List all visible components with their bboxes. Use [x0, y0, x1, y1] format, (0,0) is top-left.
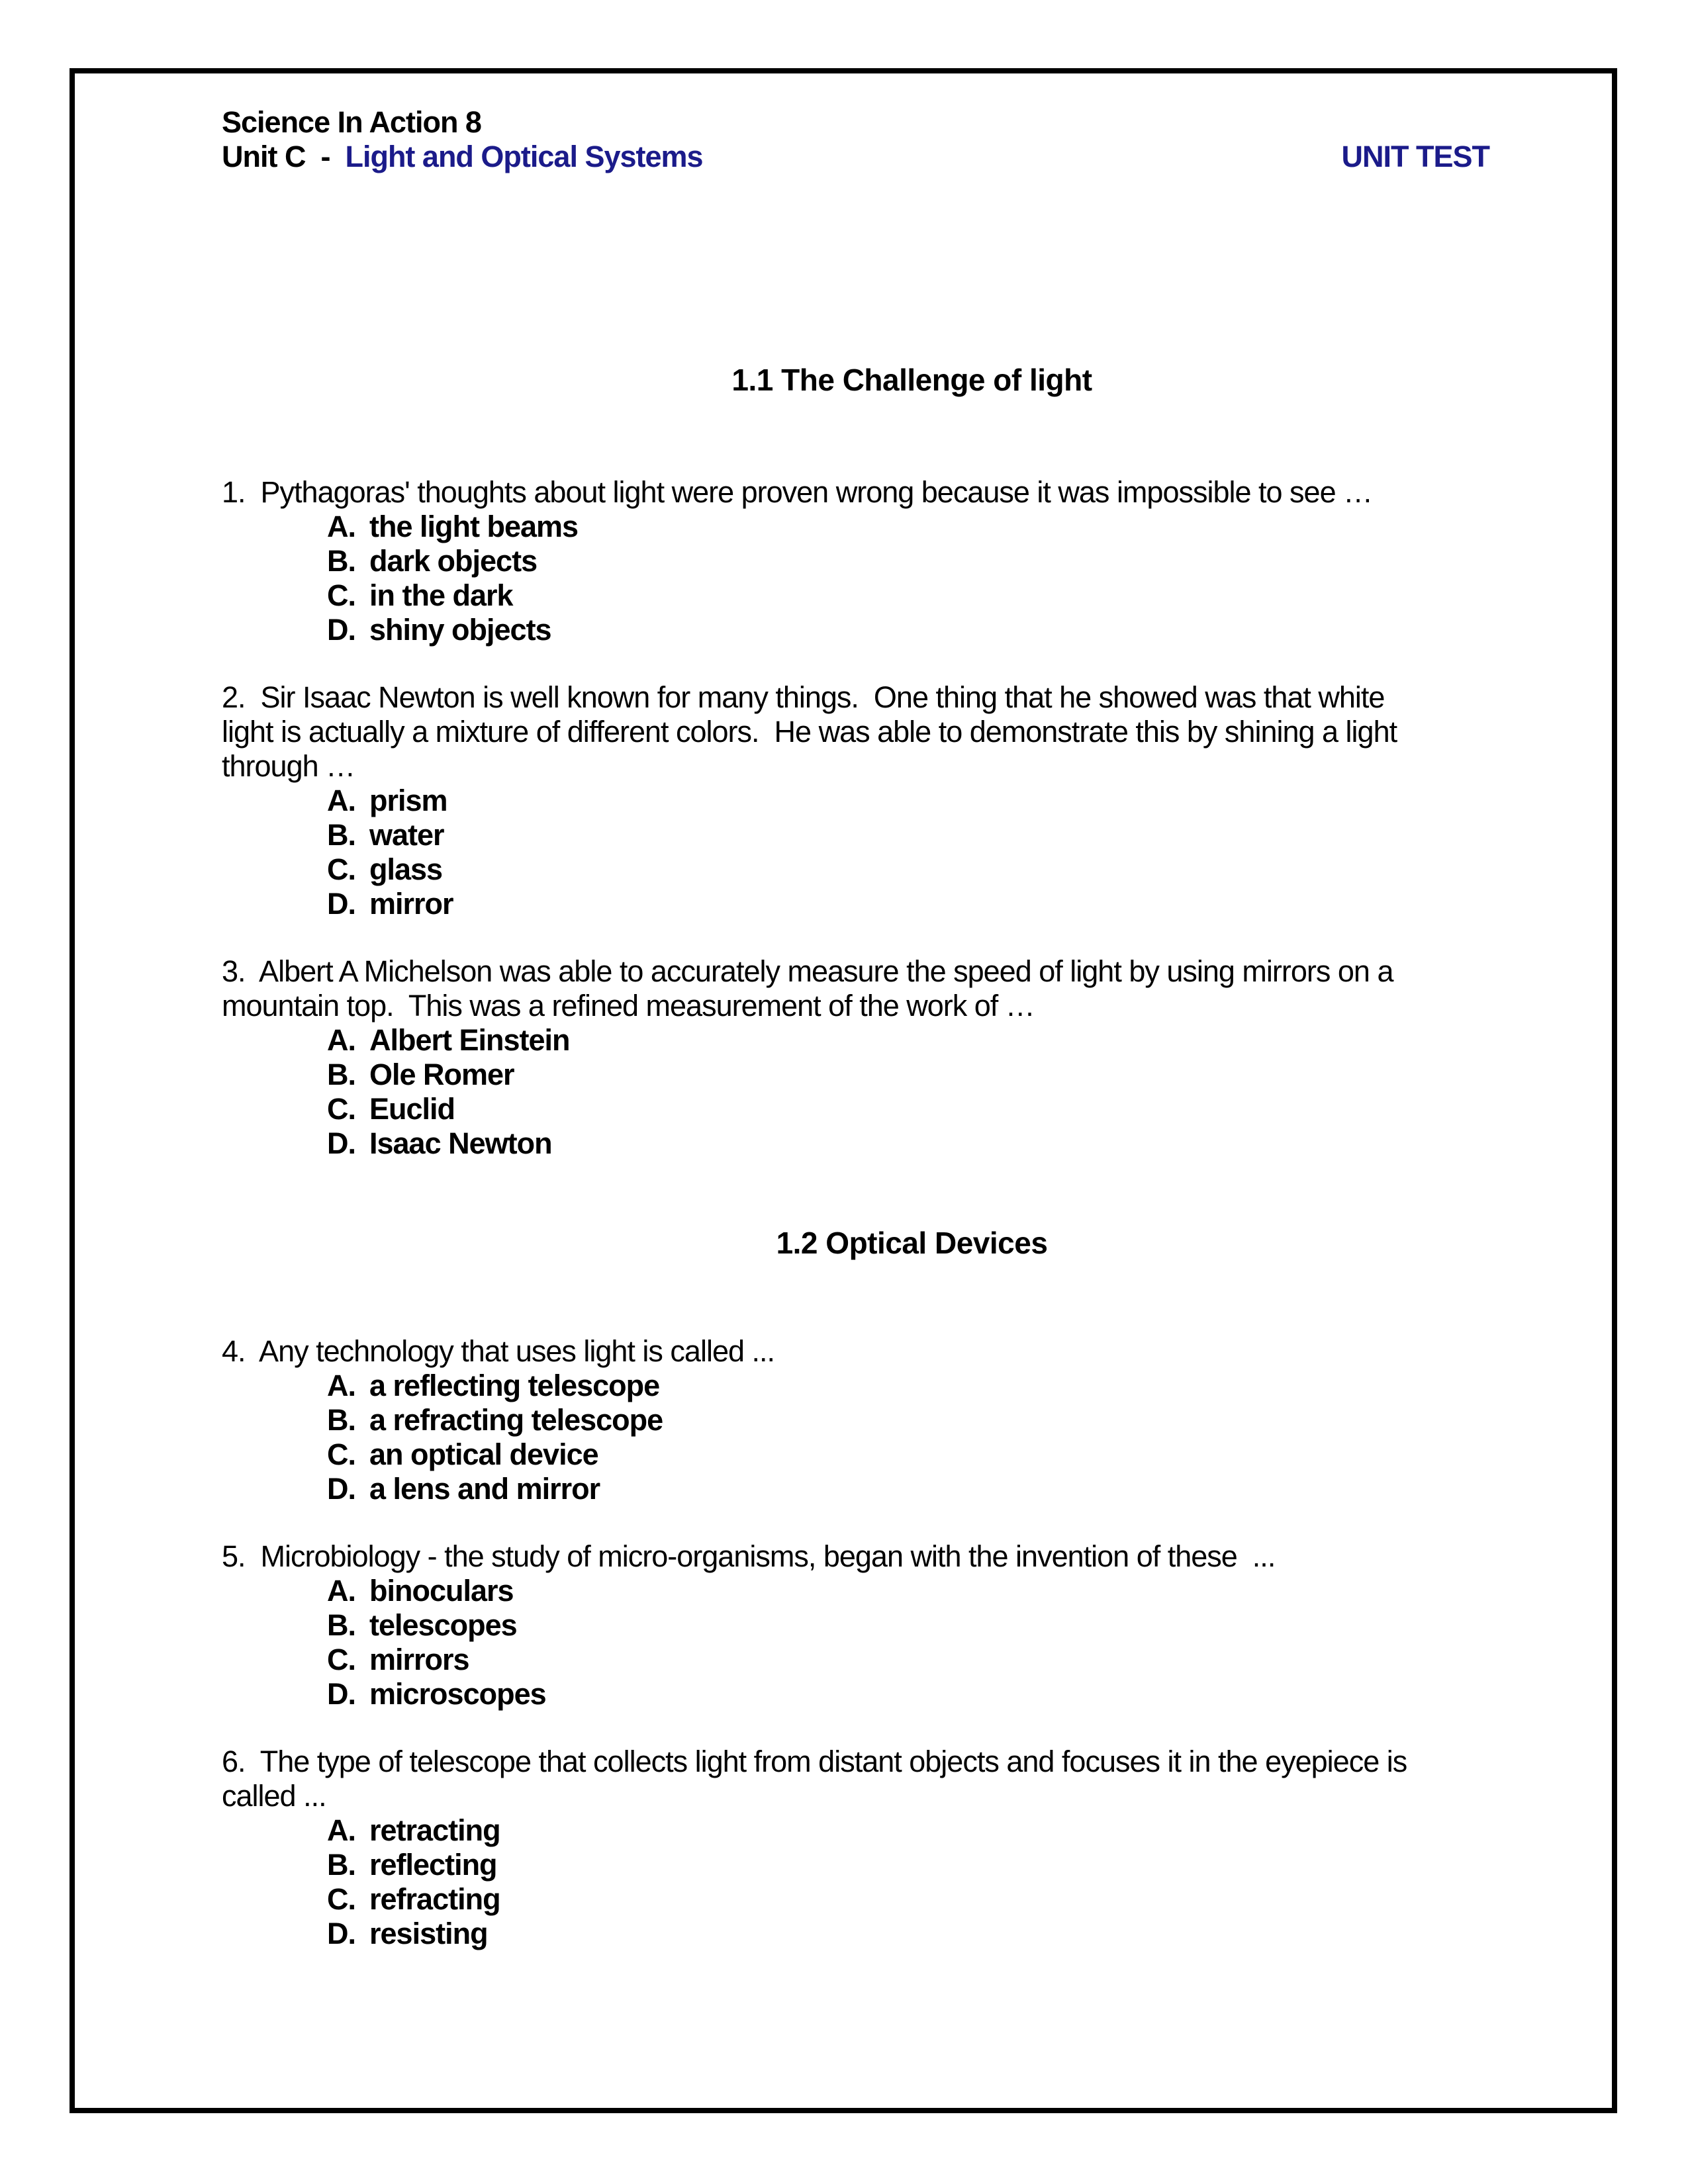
option-row: [327, 818, 1602, 852]
option-row: [327, 1643, 1602, 1677]
option-text: a reflecting telescope: [369, 1369, 660, 1402]
question: [222, 954, 1602, 1161]
option-text: mirror: [369, 887, 453, 921]
option-text: retracting: [369, 1813, 500, 1847]
option-letter: B.: [327, 1403, 355, 1437]
options-list: [222, 1574, 1602, 1711]
option-letter: C.: [327, 852, 355, 886]
page-border-frame: [70, 68, 1617, 2113]
question-stem-line: through …: [222, 749, 355, 783]
unit-prefix: Unit C -: [222, 140, 346, 173]
option-text: microscopes: [369, 1677, 546, 1711]
option-text: shiny objects: [369, 613, 551, 647]
option-text: a lens and mirror: [369, 1472, 600, 1506]
option-letter: D.: [327, 887, 355, 921]
option-letter: B.: [327, 818, 355, 852]
option-letter: A.: [327, 1369, 355, 1402]
question: [222, 1745, 1602, 1951]
question: [222, 1334, 1602, 1506]
unit-line: [222, 140, 1602, 174]
document-page: [75, 73, 1612, 1951]
option-row: [327, 510, 1602, 544]
option-text: Isaac Newton: [369, 1126, 552, 1160]
question-stem-line: light is actually a mixture of different colors. He was able to demonstrate this by shining a light: [222, 715, 1397, 749]
question: [222, 1539, 1602, 1711]
option-text: mirrors: [369, 1643, 469, 1676]
option-text: the light beams: [369, 510, 579, 543]
option-row: [327, 1437, 1602, 1472]
option-text: Euclid: [369, 1092, 455, 1126]
options-list: [222, 784, 1602, 921]
option-row: [327, 1472, 1602, 1506]
option-row: [327, 1882, 1602, 1917]
question-stem-line: 1. Pythagoras' thoughts about light were proven wrong because it was impossible to see …: [222, 475, 1373, 509]
options-list: [222, 1369, 1602, 1506]
options-list: [222, 1023, 1602, 1161]
option-letter: A.: [327, 510, 355, 543]
option-letter: B.: [327, 1608, 355, 1642]
option-text: telescopes: [369, 1608, 517, 1642]
option-letter: D.: [327, 1677, 355, 1711]
option-letter: A.: [327, 784, 355, 817]
option-text: in the dark: [369, 578, 513, 612]
option-row: [327, 852, 1602, 887]
option-letter: D.: [327, 1126, 355, 1160]
option-row: [327, 1848, 1602, 1882]
unit-test-label: UNIT TEST: [1341, 140, 1489, 173]
section-title: 1.2 Optical Devices: [776, 1226, 1048, 1260]
option-text: refracting: [369, 1882, 500, 1916]
section-title: 1.1 The Challenge of light: [731, 363, 1092, 397]
option-row: [327, 1677, 1602, 1711]
option-row: [327, 578, 1602, 613]
option-letter: C.: [327, 1643, 355, 1676]
option-letter: A.: [327, 1574, 355, 1608]
question-stem: [222, 475, 1602, 510]
option-row: [327, 1917, 1602, 1951]
option-row: [327, 1092, 1602, 1126]
option-text: Ole Romer: [369, 1058, 514, 1091]
unit-subtitle: [222, 140, 703, 174]
question-stem-line: 6. The type of telescope that collects light from distant objects and focuses it in the eyepiece is: [222, 1745, 1407, 1778]
option-text: prism: [369, 784, 447, 817]
option-row: [327, 1813, 1602, 1848]
option-letter: C.: [327, 1437, 355, 1471]
option-text: glass: [369, 852, 443, 886]
question: [222, 475, 1602, 647]
question-stem-line: mountain top. This was a refined measurement of the work of …: [222, 989, 1035, 1023]
option-row: [327, 1126, 1602, 1161]
option-text: dark objects: [369, 544, 538, 578]
option-letter: B.: [327, 1848, 355, 1882]
question-stem: [222, 680, 1602, 784]
question-stem-line: 4. Any technology that uses light is called ...: [222, 1334, 775, 1368]
option-row: [327, 1574, 1602, 1608]
options-list: [222, 510, 1602, 647]
question-stem: [222, 1334, 1602, 1369]
option-text: reflecting: [369, 1848, 497, 1882]
options-list: [222, 1813, 1602, 1951]
book-title: Science In Action 8: [222, 105, 481, 139]
option-letter: A.: [327, 1813, 355, 1847]
option-row: [327, 784, 1602, 818]
option-row: [327, 1023, 1602, 1058]
option-text: a refracting telescope: [369, 1403, 663, 1437]
option-letter: B.: [327, 544, 355, 578]
question-stem: [222, 954, 1602, 1023]
option-row: [327, 887, 1602, 921]
option-row: [327, 1369, 1602, 1403]
option-text: an optical device: [369, 1437, 598, 1471]
document-header: [222, 105, 1602, 174]
option-row: [327, 613, 1602, 647]
question: [222, 680, 1602, 921]
option-letter: D.: [327, 1917, 355, 1950]
question-stem-line: 5. Microbiology - the study of micro-organisms, began with the invention of these ...: [222, 1539, 1276, 1573]
question-stem: [222, 1539, 1602, 1574]
option-row: [327, 1403, 1602, 1437]
option-letter: C.: [327, 578, 355, 612]
option-row: [327, 544, 1602, 578]
option-text: binoculars: [369, 1574, 514, 1608]
unit-title-highlight: Light and Optical Systems: [345, 140, 703, 173]
option-letter: B.: [327, 1058, 355, 1091]
option-text: Albert Einstein: [369, 1023, 570, 1057]
option-letter: C.: [327, 1092, 355, 1126]
question-stem-line: 3. Albert A Michelson was able to accurately measure the speed of light by using mirrors on a: [222, 954, 1393, 988]
option-text: resisting: [369, 1917, 488, 1950]
option-text: water: [369, 818, 444, 852]
option-row: [327, 1608, 1602, 1643]
option-row: [327, 1058, 1602, 1092]
option-letter: D.: [327, 1472, 355, 1506]
option-letter: D.: [327, 613, 355, 647]
question-stem-line: 2. Sir Isaac Newton is well known for many things. One thing that he showed was that white: [222, 680, 1385, 714]
option-letter: C.: [327, 1882, 355, 1916]
option-letter: A.: [327, 1023, 355, 1057]
question-stem-line: called ...: [222, 1779, 326, 1813]
question-stem: [222, 1745, 1602, 1813]
